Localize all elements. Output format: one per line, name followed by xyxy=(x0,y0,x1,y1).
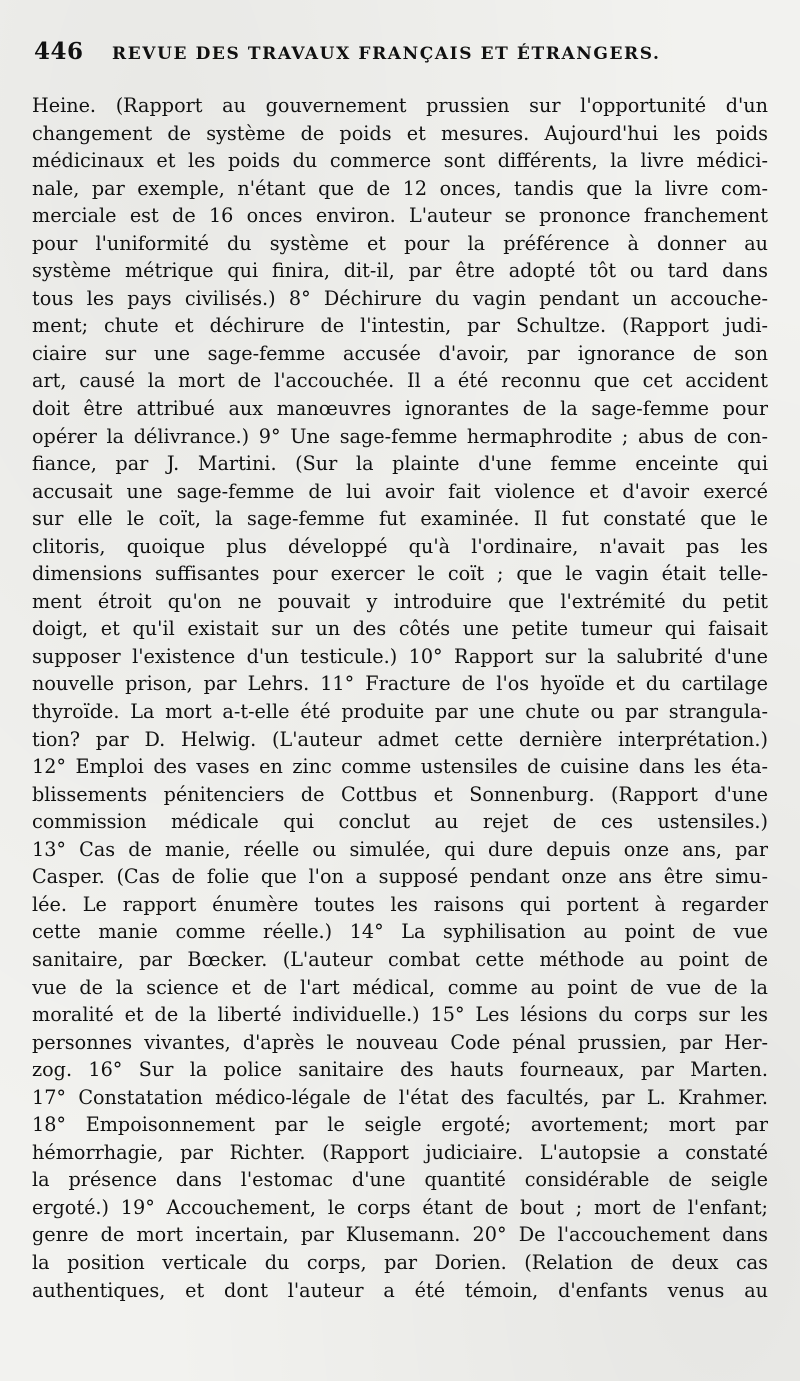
text-line: dimensions suffisantes pour exercer le coït ; que le vagin était telle- xyxy=(32,562,768,586)
body-text xyxy=(32,92,768,1304)
text-line: moralité et de la liberté individuelle.) 15° Les lésions du corps sur les xyxy=(32,1003,768,1027)
text-line: ergoté.) 19° Accouchement, le corps étant de bout ; mort de l'enfant; xyxy=(32,1195,768,1219)
text-line: doit être attribué aux manœuvres ignorantes de la sage-femme pour xyxy=(32,397,768,421)
text-line: tous les pays civilisés.) 8° Déchirure du vagin pendant un accouche- xyxy=(32,286,768,310)
text-line: médicinaux et les poids du commerce sont différents, la livre médici- xyxy=(32,149,768,173)
text-line: blissements pénitenciers de Cottbus et Sonnenburg. (Rapport d'une xyxy=(32,782,768,806)
text-line: accusait une sage-femme de lui avoir fait violence et d'avoir exercé xyxy=(32,479,768,503)
text-line: genre de mort incertain, par Klusemann. 20° De l'accouchement dans xyxy=(32,1223,768,1247)
text-line: 12° Emploi des vases en zinc comme ustensiles de cuisine dans les éta- xyxy=(32,755,768,779)
text-line: nale, par exemple, n'étant que de 12 onces, tandis que la livre com- xyxy=(32,176,768,200)
text-line: 13° Cas de manie, réelle ou simulée, qui dure depuis onze ans, par xyxy=(32,837,768,861)
text-line: commission médicale qui conclut au rejet de ces ustensiles.) xyxy=(32,810,768,834)
text-line: Casper. (Cas de folie que l'on a supposé pendant onze ans être simu- xyxy=(32,865,768,889)
text-line: ment étroit qu'on ne pouvait y introduire que l'extrémité du petit xyxy=(32,589,768,613)
text-line: sur elle le coït, la sage-femme fut examinée. Il fut constaté que le xyxy=(32,507,768,531)
page-number: 446 xyxy=(34,38,84,65)
text-line: lée. Le rapport énumère toutes les raisons qui portent à regarder xyxy=(32,892,768,916)
text-line: 18° Empoisonnement par le seigle ergoté; avortement; mort par xyxy=(32,1113,768,1137)
text-line: art, causé la mort de l'accouchée. Il a été reconnu que cet accident xyxy=(32,369,768,393)
text-line: nouvelle prison, par Lehrs. 11° Fracture de l'os hyoïde et du cartilage xyxy=(32,672,768,696)
text-line: supposer l'existence d'un testicule.) 10° Rapport sur la salubrité d'une xyxy=(32,644,768,668)
text-line: 17° Constatation médico-légale de l'état des facultés, par L. Krahmer. xyxy=(32,1085,768,1109)
text-line: zog. 16° Sur la police sanitaire des hauts fourneaux, par Marten. xyxy=(32,1058,768,1082)
text-line: merciale est de 16 onces environ. L'auteur se prononce franchement xyxy=(32,204,768,228)
text-line: la position verticale du corps, par Dorien. (Relation de deux cas xyxy=(32,1250,768,1274)
text-line: personnes vivantes, d'après le nouveau Code pénal prussien, par Her- xyxy=(32,1030,768,1054)
text-line: authentiques, et dont l'auteur a été témoin, d'enfants venus au xyxy=(32,1278,768,1302)
text-line: vue de la science et de l'art médical, comme au point de vue de la xyxy=(32,975,768,999)
text-line: changement de système de poids et mesures. Aujourd'hui les poids xyxy=(32,121,768,145)
text-line: système métrique qui finira, dit-il, par être adopté tôt ou tard dans xyxy=(32,259,768,283)
text-line: pour l'uniformité du système et pour la préférence à donner au xyxy=(32,231,768,255)
text-line: ment; chute et déchirure de l'intestin, par Schultze. (Rapport judi- xyxy=(32,314,768,338)
text-line: la présence dans l'estomac d'une quantité considérable de seigle xyxy=(32,1168,768,1192)
text-line: tion? par D. Helwig. (L'auteur admet cette dernière interprétation.) xyxy=(32,727,768,751)
text-line: doigt, et qu'il existait sur un des côtés une petite tumeur qui faisait xyxy=(32,617,768,641)
text-line: fiance, par J. Martini. (Sur la plainte d'une femme enceinte qui xyxy=(32,452,768,476)
text-line: thyroïde. La mort a-t-elle été produite par une chute ou par strangula- xyxy=(32,700,768,724)
text-line: cette manie comme réelle.) 14° La syphilisation au point de vue xyxy=(32,920,768,944)
text-line: Heine. (Rapport au gouvernement prussien sur l'opportunité d'un xyxy=(32,94,768,117)
running-head: REVUE DES TRAVAUX FRANÇAIS ET ÉTRANGERS. xyxy=(112,44,661,64)
text-line: ciaire sur une sage-femme accusée d'avoir, par ignorance de son xyxy=(32,341,768,365)
text-line: clitoris, quoique plus développé qu'à l'ordinaire, n'avait pas les xyxy=(32,534,768,558)
text-line: sanitaire, par Bœcker. (L'auteur combat cette méthode au point de xyxy=(32,947,768,971)
text-line: opérer la délivrance.) 9° Une sage-femme hermaphrodite ; abus de con- xyxy=(32,424,768,448)
page-header xyxy=(34,38,770,88)
text-line: hémorrhagie, par Richter. (Rapport judiciaire. L'autopsie a constaté xyxy=(32,1140,768,1164)
